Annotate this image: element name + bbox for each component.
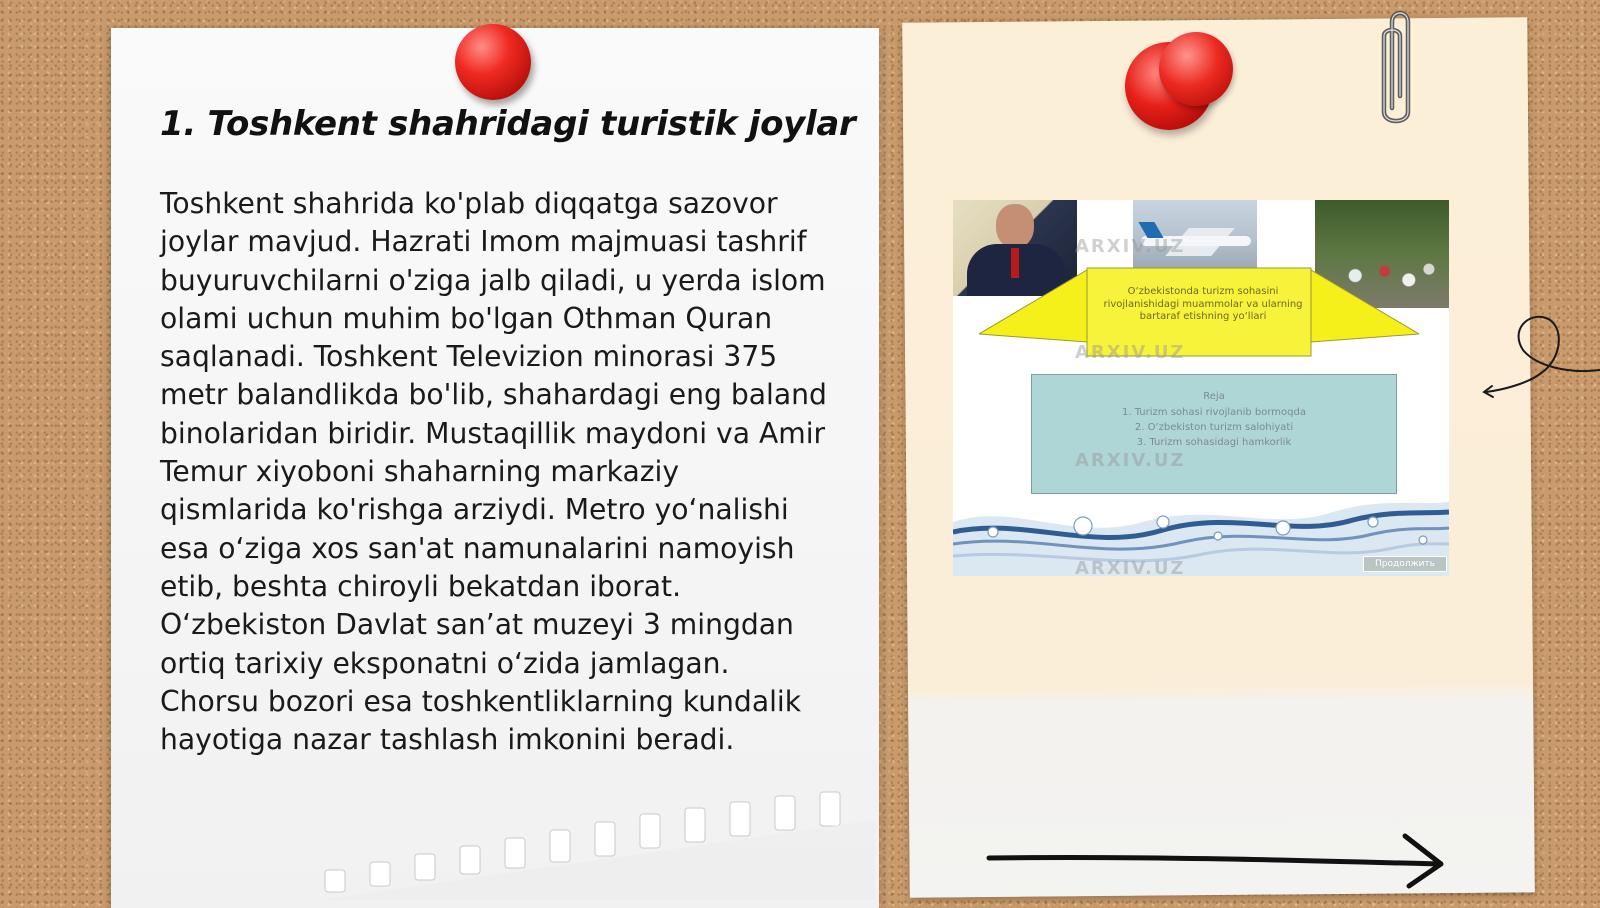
watermark-text: ARXIV.UZ: [1075, 450, 1186, 471]
push-pin-icon: [1159, 32, 1233, 106]
push-pin-icon: [455, 24, 531, 100]
continue-button: Продолжить: [1363, 556, 1447, 572]
reja-title: Reja: [1203, 391, 1225, 402]
watermark-text: ARXIV.UZ: [1075, 236, 1186, 257]
slide-body-text: Toshkent shahrida ko'plab diqqatga sazovor joylar mavjud. Hazrati Imom majmuasi tashrif buyuruvchilarni o'ziga jalb qiladi, u yerda islom olami uchun muhim bo'lgan Othman Quran saqlanadi. Toshkent Televizion minorasi 375 metr balandlikda bo'lib, shahardagi eng baland binolaridan biridir. Mustaqillik maydoni va Amir Temur xiyoboni shaharning markaziy qismlarida ko'rishga arziydi. Metro yo‘nalishi esa o‘ziga xos san'at namunalarini namoyish etib, beshta chiroyli bekatdan iborat. O‘zbekiston Davlat san’at muzeyi 3 mingdan ortiq tarixiy eksponatni o‘zida jamlagan. Chorsu bozori esa toshkentliklarning kundalik hayotiga nazar tashlash imkonini beradi.: [160, 187, 827, 757]
slide-title: 1. Toshkent shahridagi turistik joylar: [160, 104, 856, 144]
paperclip-icon: [1372, 0, 1422, 130]
torn-paper-edge: [320, 790, 875, 900]
slide-thumbnail-image: [953, 200, 1449, 576]
reja-item: 3. Turizm sohasidagi hamkorlik: [1136, 437, 1292, 448]
ribbon-text: O‘zbekistonda turizm sohasini rivojlanishidagi muammolar va ularning bartaraf etishning yo‘llari: [1103, 286, 1303, 322]
doodle-loop-icon: [1478, 308, 1600, 408]
watermark-text: ARXIV.UZ: [1075, 342, 1186, 363]
reja-box: [1031, 374, 1397, 494]
reja-item: 2. O‘zbekiston turizm salohiyati: [1134, 422, 1294, 433]
watermark-text: ARXIV.UZ: [1075, 558, 1186, 576]
arrow-right-icon: [985, 830, 1447, 890]
reja-item: 1. Turizm sohasi rivojlanib bormoqda: [1121, 407, 1306, 418]
